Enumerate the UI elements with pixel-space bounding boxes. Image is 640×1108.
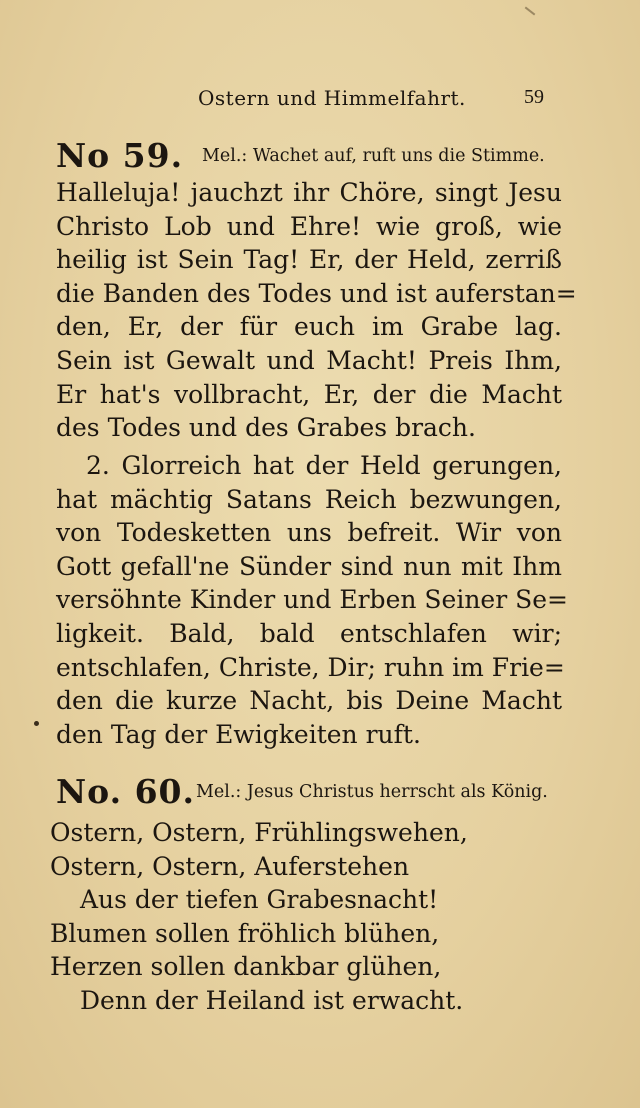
verse-line: den Tag der Ewigkeiten ruft. <box>56 719 421 749</box>
verse-line: Sein ist Gewalt und Macht! Preis Ihm, <box>56 345 562 375</box>
melody-reference: Mel.: Jesus Christus herrscht als König. <box>196 782 548 802</box>
verse-line: Aus der tiefen Grabesnacht! <box>80 885 439 915</box>
hymn-59-stanza-1 <box>56 176 577 445</box>
page-edge-mark <box>525 7 536 16</box>
verse-line: Gott gefall'ne Sünder sind nun mit Ihm <box>56 551 562 581</box>
hymn-number: No. 60. <box>56 772 195 811</box>
verse-line: Christo Lob und Ehre! wie groß, wie <box>56 211 562 241</box>
verse-line: Er hat's vollbracht, Er, der die Macht <box>56 379 562 409</box>
verse-line: Ostern, Ostern, Frühlingswehen, <box>50 818 468 847</box>
page-number: 59 <box>524 86 544 108</box>
verse-line: Herzen sollen dankbar glühen, <box>50 952 442 982</box>
verse-line: Halleluja! jauchzt ihr Chöre, singt Jesu <box>56 178 562 207</box>
verse-line: 2. Glorreich hat der Held gerungen, <box>86 451 562 480</box>
page-header <box>190 84 590 114</box>
running-title: Ostern und Himmelfahrt. <box>198 86 466 110</box>
hymn-60-heading <box>56 772 616 816</box>
hymn-60-stanza-1 <box>50 816 556 1018</box>
verse-line: ligkeit. Bald, bald entschlafen wir; <box>56 618 562 648</box>
verse-line: von Todesketten uns befreit. Wir von <box>56 518 562 548</box>
verse-line: Blumen sollen fröhlich blühen, <box>50 918 440 948</box>
print-speck <box>34 721 39 726</box>
verse-line: des Todes und des Grabes brach. <box>56 413 476 443</box>
verse-line: Ostern, Ostern, Auferstehen <box>50 851 410 881</box>
verse-line: die Banden des Todes und ist auferstan= <box>56 278 577 308</box>
verse-line: versöhnte Kinder und Erben Seiner Se= <box>56 585 568 615</box>
hymn-59-stanza-2 <box>56 449 568 751</box>
verse-line: heilig ist Sein Tag! Er, der Held, zerriß <box>56 245 562 275</box>
verse-line: hat mächtig Satans Reich bezwungen, <box>56 484 562 514</box>
melody-reference: Mel.: Wachet auf, ruft uns die Stimme. <box>202 146 545 166</box>
verse-line: den, Er, der für euch im Grabe lag. <box>56 312 562 342</box>
verse-line: den die kurze Nacht, bis Deine Macht <box>56 686 562 716</box>
hymn-59-heading <box>56 136 616 180</box>
verse-line: entschlafen, Christe, Dir; ruhn im Frie= <box>56 652 565 682</box>
hymn-number: No 59. <box>56 136 184 175</box>
verse-line: Denn der Heiland ist erwacht. <box>80 985 464 1015</box>
